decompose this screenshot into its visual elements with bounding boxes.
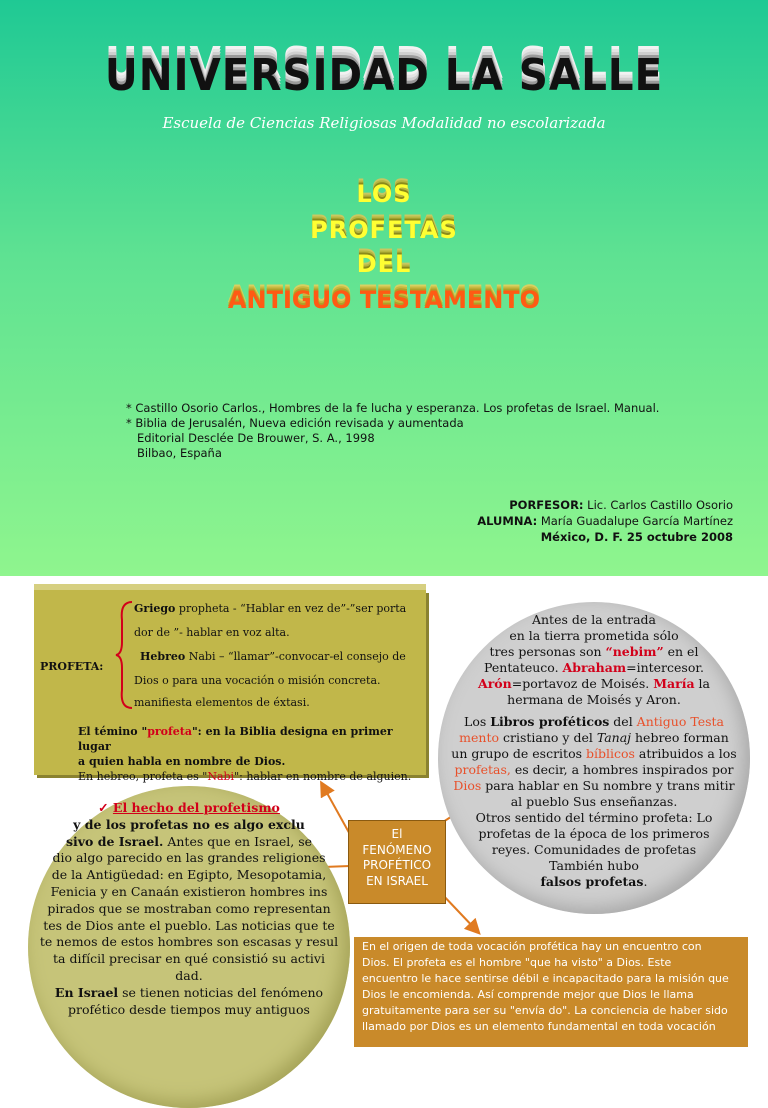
profeta-label: PROFETA: bbox=[40, 660, 104, 673]
university-title: UNIVERSIDAD LA SALLE bbox=[104, 50, 664, 101]
student-label: ALUMNA: bbox=[477, 514, 538, 528]
title-line-profetas: PROFETAS bbox=[310, 216, 458, 244]
prophets-circle: Antes de la entrada en la tierra prometida sólo tres personas son “nebim” en el Pentateuco. Abraham=intercesor. Arón=portavoz de Moisés. María la hermana de Moisés y Aron. Los Libros proféticos del Antiguo Testa mento cristiano y del Tanaj hebreo forman un grupo de escritos bíblicos atribuidos a los profetas, es decir, a hombres inspirados por Dios para hablar en Su nombre y trans mitir al pueblo Sus enseñanzas. Otros sentido del término profeta: Lo profetas de la época de los primeros reyes. Comunidades de profetas También hubo falsos profetas. bbox=[438, 602, 750, 914]
school-subtitle: Escuela de Ciencias Religiosas Modalidad no escolarizada bbox=[162, 114, 606, 132]
griego-label: Griego bbox=[134, 602, 176, 615]
check-icon: ✓ bbox=[98, 800, 113, 815]
reference-2: * Biblia de Jerusalén, Nueva edición revisada y aumentada bbox=[126, 416, 464, 430]
title-line-los: LOS bbox=[356, 180, 412, 208]
reference-4: Bilbao, España bbox=[126, 446, 222, 460]
title-line-antiguo-testamento: ANTIGUO TESTAMENTO bbox=[227, 286, 541, 314]
student-name: María Guadalupe García Martínez bbox=[537, 514, 733, 528]
definition-box: PROFETA: Griego propheta - “Hablar en vez de”-”ser porta dor de ”- hablar en voz alta. Hebreo Nabi – “llamar”-convocar-el consejo de Dios o para una vocación o misión concreta. manifiesta elementos de éxtasi. El témino "profeta": en la Biblia designa en primer lugar a quien habla en nombre de Dios. En hebreo, profeta es "Nabi": hablar en nombre de alguien. bbox=[34, 590, 426, 775]
reference-3: Editorial Desclée De Brouwer, S. A., 1998 bbox=[126, 431, 375, 445]
reference-1: * Castillo Osorio Carlos., Hombres de la fe lucha y esperanza. Los profetas de Israel. Manual. bbox=[126, 401, 660, 415]
references bbox=[126, 401, 659, 461]
profeta-definition: El témino "profeta": en la Biblia designa en primer lugar a quien habla en nombre de Dios. En hebreo, profeta es "Nabi": hablar en nombre de alguien. bbox=[78, 725, 412, 783]
vocacion-box: En el origen de toda vocación profética hay un encuentro con Dios. El profeta es el hombre "que ha visto" a Dios. Este encuentro le hace sentirse débil e incapacitado para la misión que Dios le encomienda. Así comprende mejor que Dios le llama gratuitamente para ser su "envía do". La conciencia de haber sido llamado por Dios es un elemento fundamental en toda vocación bbox=[354, 937, 748, 1047]
hebreo-label: Hebreo bbox=[140, 650, 186, 663]
professor-label: PORFESOR: bbox=[509, 498, 584, 512]
date: México, D. F. 25 octubre 2008 bbox=[540, 530, 733, 544]
content-slide bbox=[0, 576, 768, 1033]
brace-icon bbox=[114, 600, 134, 710]
fenomeno-profetico-box: El FENÓMENO PROFÉTICO EN ISRAEL bbox=[348, 820, 446, 904]
credits bbox=[477, 497, 733, 545]
title-line-del: DEL bbox=[356, 250, 412, 278]
profetismo-circle: ✓ El hecho del profetismo y de los profetas no es algo exclu sivo de Israel. Antes que en Israel, se dio algo parecido en las grandes religiones de la Antigüedad: en Egipto, Mesopotamia, Fenicia y en Canaán existieron hombres ins pirados que se mostraban como representan tes de Dios ante el pueblo. Las noticias que te te nemos de estos hombres son escasas y resul ta difícil precisar en qué consistió su activi dad. En Israel se tienen noticias del fenómeno profético desde tiempos muy antiguos bbox=[28, 786, 350, 1108]
professor-name: Lic. Carlos Castillo Osorio bbox=[583, 498, 733, 512]
